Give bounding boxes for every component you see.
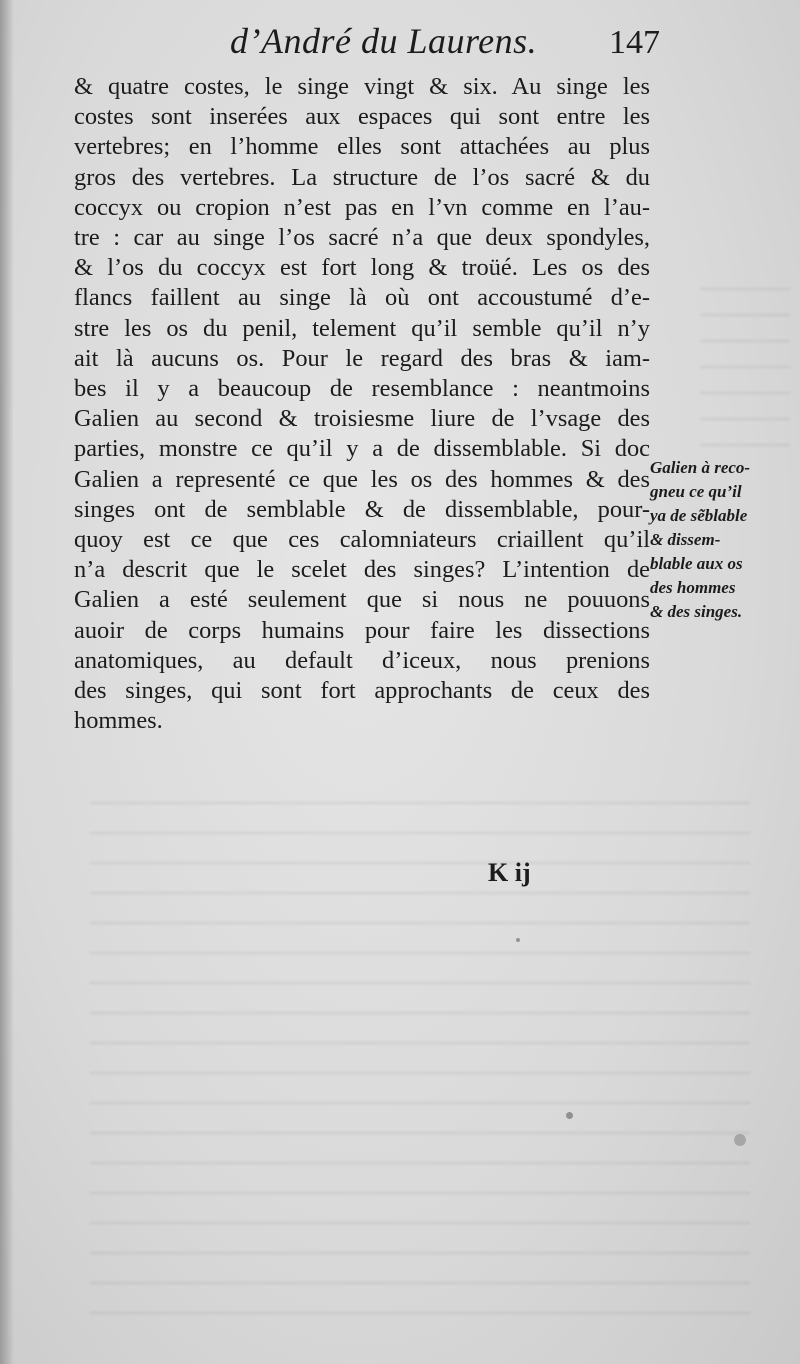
- text-line: Galien au second & troisiesme liure de l’vsage des: [74, 405, 650, 433]
- text-line: ait là aucuns os. Pour le regard des bras & iam-: [74, 344, 650, 372]
- main-text-block: [74, 72, 650, 736]
- text-line: flancs faillent au singe là où ont accoustumé d’e-: [74, 284, 650, 312]
- text-line: gros des vertebres. La structure de l’os sacré & du: [74, 163, 650, 191]
- text-line: singes ont de semblable & de dissemblable, pour-: [74, 495, 650, 523]
- page-header: [60, 20, 660, 70]
- text-line: Galien a esté seulement que si nous ne pouuons: [74, 586, 650, 614]
- text-line: & quatre costes, le singe vingt & six. Au singe les: [74, 73, 650, 100]
- text-line: quoy est ce que ces calomniateurs criaillent qu’il: [74, 526, 650, 554]
- marginal-note: [650, 456, 792, 624]
- text-line: bes il y a beaucoup de resemblance : neantmoins: [74, 375, 650, 403]
- running-title: d’André du Laurens.: [230, 21, 538, 61]
- show-through-margin: [700, 270, 790, 470]
- margin-note-line: ya de sẽblable: [650, 506, 748, 525]
- text-line: hommes.: [74, 707, 163, 735]
- text-line: Galien a representé ce que les os des hommes & des: [74, 465, 650, 493]
- margin-note-line: des hommes: [650, 578, 736, 597]
- text-line: & l’os du coccyx est fort long & troüé. Les os des: [74, 254, 650, 282]
- page-number: 147: [609, 24, 660, 61]
- text-line: des singes, qui sont fort approchants de ceux des: [74, 677, 650, 705]
- signature-mark: K ij: [488, 858, 531, 887]
- ink-spot: [516, 938, 520, 942]
- show-through-text: [90, 780, 750, 1320]
- margin-note-line: Galien à reco-: [650, 458, 751, 477]
- text-line: vertebres; en l’homme elles sont attachées au plus: [74, 133, 650, 161]
- text-line: coccyx ou cropion n’est pas en l’vn comme en l’au-: [74, 193, 650, 221]
- text-line: stre les os du penil, telement qu’il semble qu’il n’y: [74, 314, 650, 342]
- text-line: parties, monstre ce qu’il y a de dissemblable. Si doc: [74, 435, 650, 463]
- ink-spot: [566, 1112, 573, 1119]
- text-line: costes sont inserées aux espaces qui sont entre les: [74, 103, 650, 131]
- margin-note-line: & des singes.: [650, 602, 743, 621]
- margin-note-line: & dissem-: [650, 530, 721, 549]
- text-line: tre : car au singe l’os sacré n’a que deux spondyles,: [74, 224, 650, 252]
- text-line: auoir de corps humains pour faire les dissections: [74, 616, 650, 644]
- margin-note-line: gneu ce qu’il: [650, 482, 742, 501]
- ink-spot: [734, 1134, 746, 1146]
- text-line: n’a descrit que le scelet des singes? L’intention de: [74, 556, 650, 584]
- text-line: anatomiques, au default d’iceux, nous prenions: [74, 646, 650, 674]
- margin-note-line: blable aux os: [650, 554, 743, 573]
